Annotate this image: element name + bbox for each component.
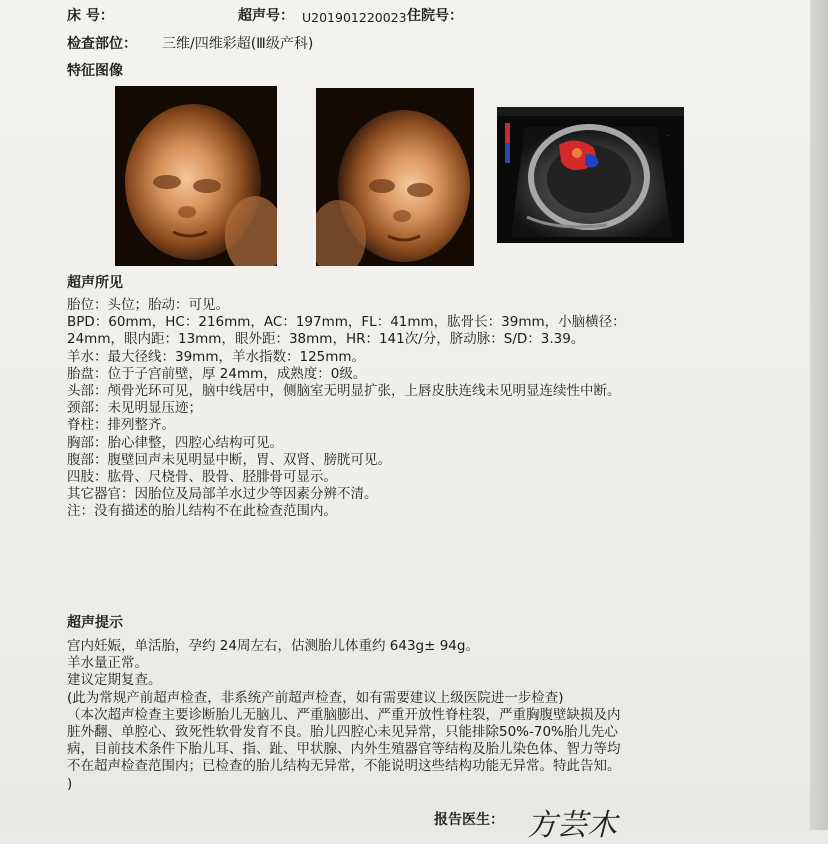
findings-body bbox=[67, 297, 626, 521]
findings-line: 24mm，眼内距：13mm，眼外距：38mm，HR：141次/分，脐动脉：S/D：3.39。 bbox=[67, 331, 585, 348]
exam-site-value: 三维/四维彩超(Ⅲ级产科) bbox=[162, 36, 314, 52]
bed-label: 床 号： bbox=[67, 8, 114, 24]
impression-title: 超声提示 bbox=[67, 615, 123, 631]
fetal-3d-face-image-1 bbox=[115, 86, 277, 266]
impression-line: 建议定期复查。 bbox=[67, 672, 162, 689]
findings-line: 胸部：胎心律整，四腔心结构可见。 bbox=[67, 434, 283, 451]
impression-line: 脏外翻、单腔心、致死性软骨发育不良。胎儿四腔心未见异常，只能排除50%-70%胎儿先心 bbox=[67, 724, 618, 741]
findings-line: 脊柱：排列整齐。 bbox=[67, 417, 175, 434]
impression-line: ) bbox=[67, 775, 73, 792]
findings-line: 其它器官：因胎位及局部羊水过少等因素分辨不清。 bbox=[67, 486, 378, 503]
paper-edge bbox=[810, 0, 828, 830]
impression-body bbox=[67, 638, 621, 793]
fetal-3d-face-image-2 bbox=[316, 88, 474, 266]
findings-title: 超声所见 bbox=[67, 275, 123, 291]
findings-line: 颈部：未见明显压迹； bbox=[67, 400, 202, 417]
findings-line: 腹部：腹壁回声未见明显中断，胃、双肾、膀胱可见。 bbox=[67, 451, 391, 468]
impression-line: （本次超声检查主要诊断胎儿无脑儿、严重脑膨出、严重开放性脊柱裂，严重胸腹壁缺损及内 bbox=[67, 706, 621, 723]
doctor-signature: 方芸木 bbox=[527, 808, 617, 843]
admission-label: 住院号： bbox=[407, 8, 463, 24]
findings-line: 胎位：头位；胎动：可见。 bbox=[67, 297, 229, 313]
findings-line: 羊水：最大径线：39mm，羊水指数：125mm。 bbox=[67, 348, 366, 365]
exam-site-label: 检查部位： bbox=[67, 36, 137, 52]
findings-line: 头部：颅骨光环可见，脑中线居中，侧脑室无明显扩张，上唇皮肤连线未见明显连续性中断。 bbox=[67, 383, 621, 400]
impression-line: 羊水量正常。 bbox=[67, 655, 148, 672]
ultrasound-no: U201901220023 bbox=[302, 10, 407, 25]
findings-line: 四肢：肱骨、尺桡骨、股骨、胫腓骨可显示。 bbox=[67, 469, 337, 486]
impression-line: (此为常规产前超声检查，非系统产前超声检查，如有需要建议上级医院进一步检查) bbox=[67, 689, 564, 706]
findings-line: 胎盘：位于子宫前壁，厚 24mm，成熟度：0级。 bbox=[67, 365, 367, 382]
impression-line: 病，目前技术条件下胎儿耳、指、趾、甲状腺、内外生殖器官等结构及胎儿染色体、智力等均 bbox=[67, 741, 621, 758]
images-section-title: 特征图像 bbox=[67, 63, 123, 79]
doctor-label: 报告医生： bbox=[434, 812, 504, 828]
doppler-heart-image bbox=[497, 107, 684, 243]
svg-text:·: · bbox=[667, 133, 669, 139]
findings-line: BPD：60mm，HC：216mm，AC：197mm，FL：41mm，肱骨长：39mm，小脑横径： bbox=[67, 314, 626, 331]
findings-line: 注：没有描述的胎儿结构不在此检查范围内。 bbox=[67, 503, 337, 520]
ultrasound-no-label: 超声号： bbox=[238, 8, 294, 24]
impression-line: 不在超声检查范围内；已检查的胎儿结构无异常，不能说明这些结构功能无异常。特此告知。 bbox=[67, 758, 621, 775]
impression-line: 宫内妊娠，单活胎，孕约 24周左右，估测胎儿体重约 643g± 94g。 bbox=[67, 638, 479, 654]
